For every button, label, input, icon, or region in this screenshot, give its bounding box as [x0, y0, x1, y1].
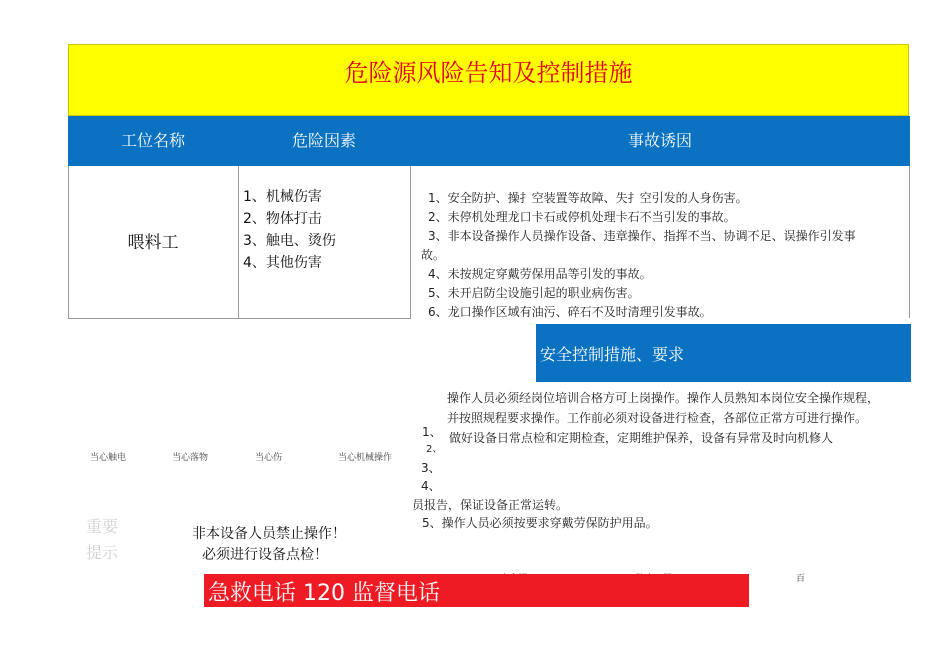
- sign-caption: 当心机械操作: [338, 453, 393, 463]
- page-title: 危险源风险告知及控制措施: [344, 59, 633, 87]
- table-border-bottom: [68, 318, 411, 319]
- measure-line: 操作人员必须经岗位培训合格方可上岗操作。操作人员熟知本岗位安全操作规程，: [447, 391, 880, 405]
- measure-line: 并按照规程要求操作。工作前必须对设备进行检查，各部位正常方可进行操作。: [447, 411, 868, 425]
- measure-number: 4、: [421, 479, 441, 493]
- hazard-item: 1、机械伤害: [243, 189, 322, 205]
- table-header-row: [68, 116, 910, 166]
- measure-line: 员报告，保证设备正常运转。: [412, 498, 569, 512]
- measure-line: 5、操作人员必须按要求穿戴劳保防护用品。: [422, 516, 658, 530]
- sign-caption: 当心触电: [90, 453, 127, 463]
- table-border-right: [909, 166, 910, 318]
- cause-line: 故。: [421, 248, 446, 262]
- table-divider-1: [238, 166, 239, 318]
- important-tip-label: [86, 514, 118, 566]
- header-station: 工位名称: [120, 131, 185, 150]
- hazard-item: 3、触电、烫伤: [243, 233, 336, 249]
- sign-caption: 当心伤: [255, 453, 283, 463]
- measure-line: 做好设备日常点检和定期检查，定期维护保养，设备有异常及时向机修人: [449, 431, 834, 445]
- sign-caption: 百: [796, 574, 806, 584]
- cause-line: 3、非本设备操作人员操作设备、违章操作、指挥不当、协调不足、误操作引发事: [428, 229, 856, 243]
- emergency-phone-text: 急救电话 120 监督电话: [208, 581, 440, 606]
- measure-number: 2、: [426, 444, 443, 455]
- cause-line: 2、未停机处理龙口卡石或停机处理卡石不当引发的事故。: [428, 210, 736, 224]
- important-tip-line: 提示: [86, 543, 119, 562]
- measures-header-label: 安全控制措施、要求: [540, 345, 685, 364]
- cause-line: 4、未按规定穿戴劳保用品等引发的事故。: [428, 267, 652, 281]
- measure-number: 3、: [421, 461, 441, 475]
- important-tip-line: 重要: [86, 517, 119, 536]
- emergency-bar: [204, 574, 749, 607]
- cause-line: 1、安全防护、操扌空装置等故障、失扌空引发的人身伤害。: [428, 191, 748, 205]
- measures-header: [536, 324, 911, 382]
- hazard-item: 2、物体打击: [243, 211, 322, 227]
- notice-line: 非本设备人员禁止操作！: [192, 526, 346, 542]
- header-causes: 事故诱因: [627, 131, 692, 150]
- cause-line: 6、龙口操作区域有油污、碎石不及时清理引发事故。: [428, 305, 712, 319]
- table-divider-2: [410, 166, 411, 318]
- measure-number: 1、: [422, 425, 442, 439]
- station-name: 喂料工: [127, 233, 179, 253]
- sign-caption: 当心落物: [172, 453, 209, 463]
- header-hazards: 危险因素: [291, 131, 356, 150]
- cause-line: 5、未开启防尘设施引起的职业病伤害。: [428, 286, 640, 300]
- hazard-item: 4、其他伤害: [243, 255, 322, 271]
- notice-line: 必须进行设备点检！: [202, 547, 328, 563]
- title-banner: [68, 44, 909, 116]
